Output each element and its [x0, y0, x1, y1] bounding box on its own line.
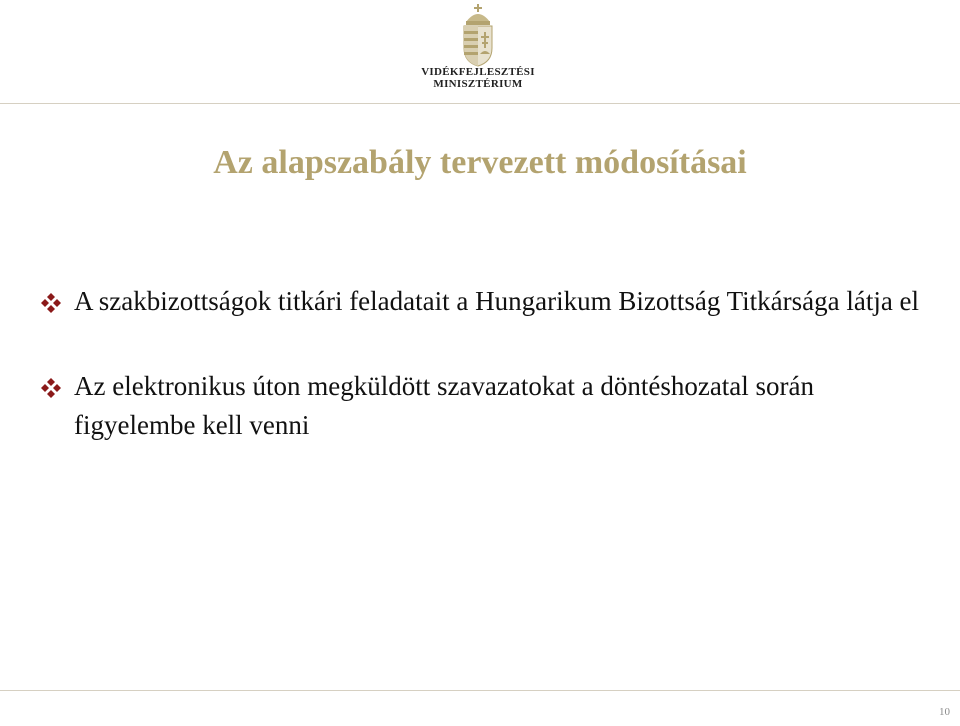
slide-header	[0, 0, 960, 106]
ministry-line-2: MINISZTÉRIUM	[433, 78, 523, 90]
bullet-text: A szakbizottságok titkári feladatait a Hungarikum Bizottság Titkársága látja el	[74, 286, 920, 316]
page-number: 10	[939, 706, 950, 718]
diamond-bullet-icon	[40, 292, 62, 314]
bullet-list	[40, 282, 940, 491]
slide-title: Az alapszabály tervezett módosításai	[213, 144, 747, 181]
ministry-line-1: VIDÉKFEJLESZTÉSI	[421, 66, 535, 78]
bullet-item	[40, 282, 940, 321]
bullet-item	[40, 367, 940, 445]
header-divider	[0, 103, 960, 104]
bullet-text: Az elektronikus úton megküldött szavazatokat a döntéshozatal során figyelembe kell venni	[74, 371, 815, 440]
footer-divider	[0, 690, 960, 691]
diamond-bullet-icon	[40, 377, 62, 399]
ministry-logo-text	[400, 66, 556, 90]
hungarian-coat-of-arms-icon	[458, 4, 498, 68]
